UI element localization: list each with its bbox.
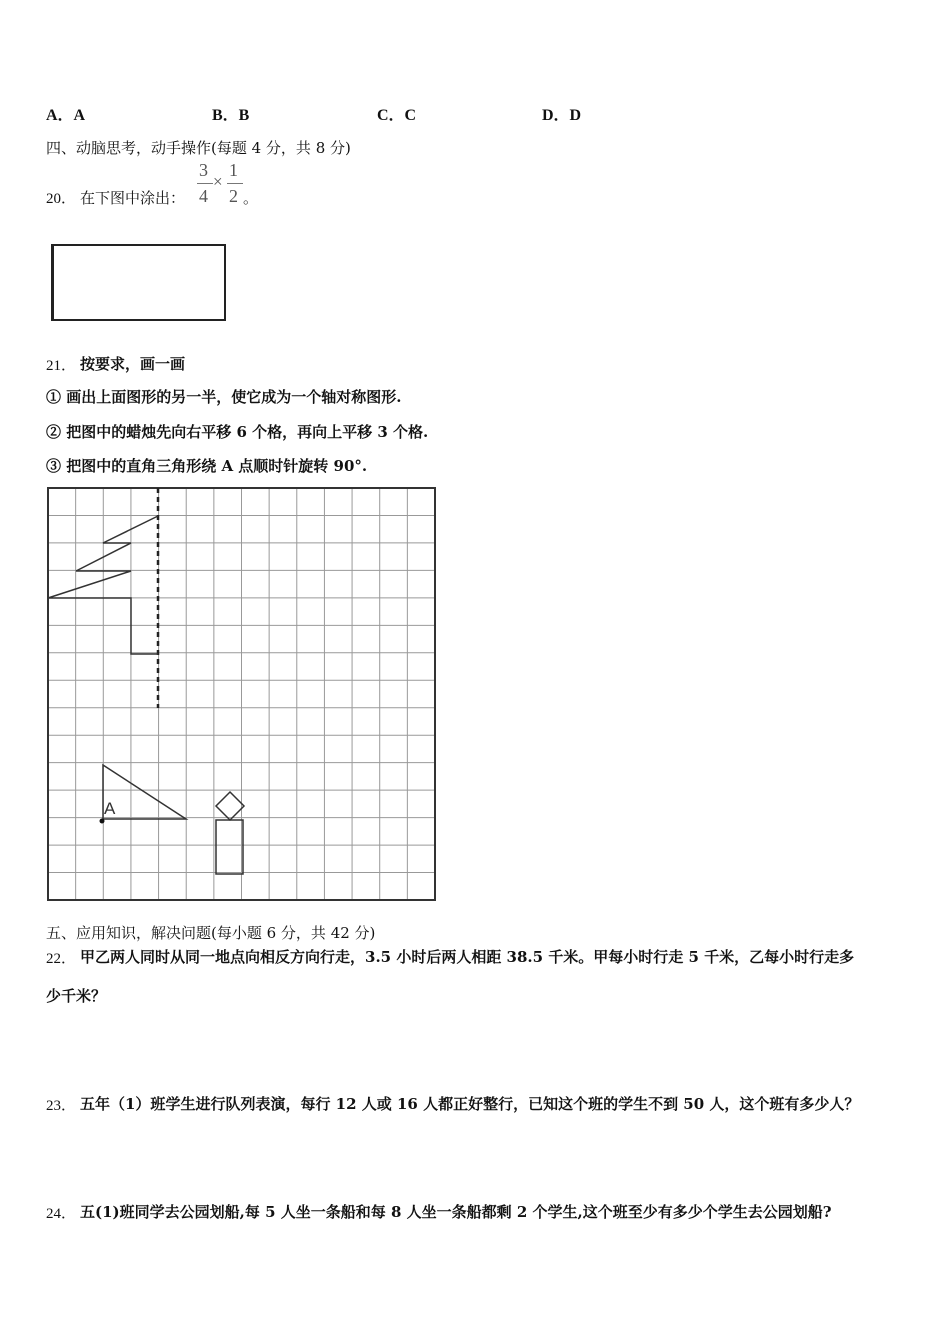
candle-body	[216, 820, 243, 874]
q20-rectangle	[51, 244, 226, 321]
right-triangle	[103, 765, 186, 819]
point-a-dot	[100, 819, 105, 824]
option-d: D．D	[542, 107, 582, 124]
q22-line2: 少千米？	[46, 987, 107, 1005]
q23-text: 五年（1）班学生进行队列表演，每行 12 人或 16 人都正好整行，已知这个班的学生不到 50 人，这个班有多少人？	[80, 1095, 860, 1113]
q24-number: 24．	[46, 1206, 77, 1222]
q23-number: 23．	[46, 1098, 77, 1114]
q20-frac2-den: 2	[229, 186, 238, 206]
grid-lines	[48, 488, 435, 900]
option-b: B．B	[212, 107, 250, 124]
q20-end: 。	[243, 189, 259, 207]
section4-title: 四、动脑思考，动手操作(每题 4 分，共 8 分)	[46, 139, 351, 157]
q20-frac1-den: 4	[199, 186, 208, 206]
q20-number: 20．	[46, 191, 77, 207]
q20-times: ×	[213, 172, 223, 191]
q20-text: 在下图中涂出：	[80, 189, 186, 207]
q22-line1: 甲乙两人同时从同一地点向相反方向行走，3.5 小时后两人相距 38.5 千米。甲每小时行走 5 千米，乙每小时行走多	[80, 948, 855, 966]
q21-text: 按要求，画一画	[80, 355, 186, 373]
candle-flame	[216, 792, 244, 820]
q24-text: 五(1)班同学去公园划船,每 5 人坐一条船和每 8 人坐一条船都剩 2 个学生,这个班至少有多少个学生去公园划船?	[80, 1203, 832, 1221]
q20-frac2-bar	[227, 183, 243, 184]
q22-number: 22．	[46, 951, 77, 967]
q20-frac2-num: 1	[229, 160, 238, 180]
section5-title: 五、应用知识，解决问题(每小题 6 分，共 42 分)	[46, 924, 376, 942]
q21-item1: ① 画出上面图形的另一半，使它成为一个轴对称图形.	[46, 388, 402, 406]
option-a: A．A	[46, 107, 86, 124]
option-c: C．C	[377, 107, 417, 124]
q20-frac1-num: 3	[199, 160, 208, 180]
q21-item3: ③ 把图中的直角三角形绕 A 点顺时针旋转 90°.	[46, 457, 368, 475]
q20-frac1-bar	[197, 183, 213, 184]
point-a-label: A	[104, 799, 116, 818]
drawing-grid	[46, 486, 438, 904]
q21-number: 21．	[46, 358, 77, 374]
q21-item2: ② 把图中的蜡烛先向右平移 6 个格，再向上平移 3 个格.	[46, 423, 429, 441]
